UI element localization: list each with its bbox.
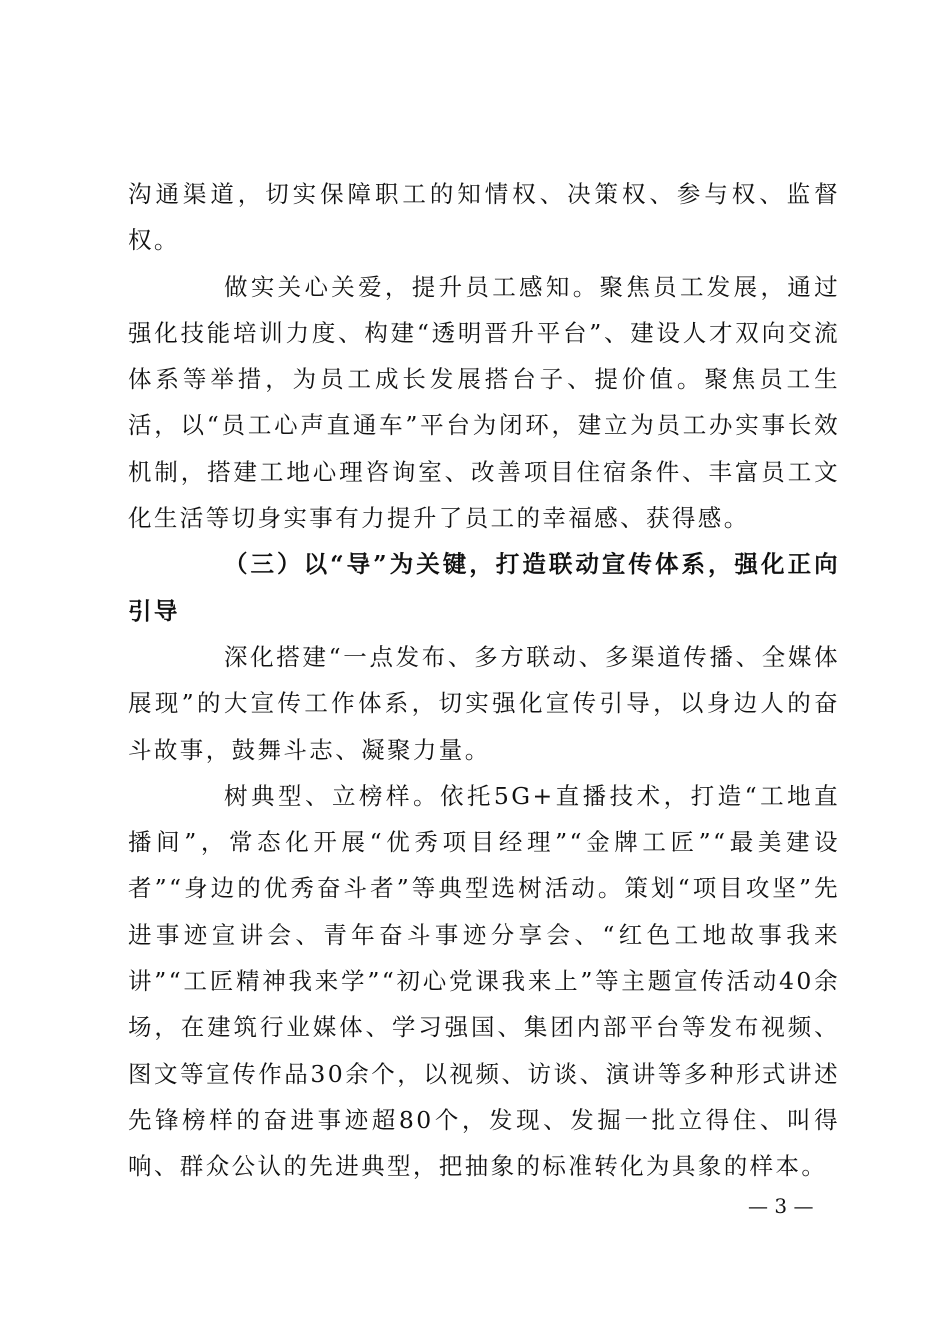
page-number: — 3 — xyxy=(748,1194,814,1218)
paragraph-publicity-system: 深化搭建“一点发布、多方联动、多渠道传播、全媒体展现”的大宣传工作体系，切实强化宣传引导，以身边人的奋斗故事，鼓舞斗志、凝聚力量。 xyxy=(128,642,840,764)
paragraph-role-models: 树典型、立榜样。依托5G+直播技术，打造“工地直播间”，常态化开展“优秀项目经理”“金牌工匠”“最美建设者”“身边的优秀奋斗者”等典型选树活动。策划“项目攻坚”先进事迹宣讲会、青年奋斗事迹分享会、“红色工地故事我来讲”“工匠精神我来学”“初心党课我来上”等主题宣传活动40余场，在建筑行业媒体、学习强国、集团内部平台等发布视频、图文等宣传作品30余个，以视频、访谈、演讲等多种形式讲述先锋榜样的奋进事迹超80个，发现、发掘一批立得住、叫得响、群众公认的先进典型，把抽象的标准转化为具象的样本。 xyxy=(128,781,840,1181)
section-heading: （三）以“导”为关键，打造联动宣传体系，强化正向引导 xyxy=(128,550,840,625)
document-body xyxy=(128,171,840,1190)
paragraph-employee-care: 做实关心关爱，提升员工感知。聚焦员工发展，通过强化技能培训力度、构建“透明晋升平台”、建设人才双向交流体系等举措，为员工成长发展搭台子、提价值。聚焦员工生活，以“员工心声直通车”平台为闭环，建立为员工办实事长效机制，搭建工地心理咨询室、改善项目住宿条件、丰富员工文化生活等切身实事有力提升了员工的幸福感、获得感。 xyxy=(128,272,840,533)
paragraph-continuation: 沟通渠道，切实保障职工的知情权、决策权、参与权、监督权。 xyxy=(128,180,840,255)
